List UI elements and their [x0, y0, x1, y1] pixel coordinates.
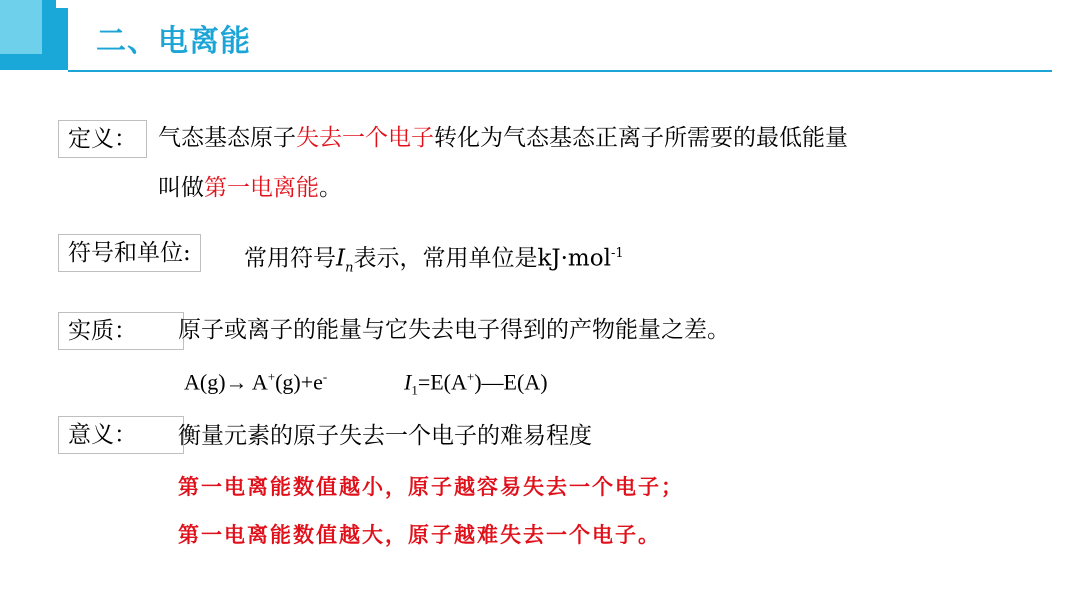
page-title: 二、电离能 — [96, 24, 251, 59]
definition-text-a: 气态基态原子 — [158, 125, 296, 151]
equation-left: A(g)→ A — [184, 369, 268, 395]
equation-middle: (g)+e — [275, 369, 323, 395]
formula-end: )—E(A) — [474, 369, 548, 395]
title-divider — [68, 70, 1052, 72]
header-decoration-light — [0, 0, 42, 54]
definition-line-1 — [158, 122, 848, 154]
formula-subscript: 1 — [411, 382, 418, 398]
definition-text-d: 。 — [319, 175, 342, 201]
ionization-equation — [184, 362, 327, 397]
meaning-label: 意义： — [58, 416, 184, 454]
symbol-unit-text — [244, 238, 624, 284]
formula-equals: =E(A — [417, 369, 467, 395]
unit-superscript: -1 — [610, 246, 624, 261]
definition-label: 定义： — [58, 120, 147, 158]
definition-text-c: 叫做 — [158, 175, 204, 201]
meaning-point-1: 第一电离能数值越小，原子越容易失去一个电子； — [178, 475, 684, 499]
formula-charge: + — [466, 369, 475, 384]
symbol-text-before: 常用符号 — [244, 245, 336, 272]
symbol-text-after: 表示，常用单位是kJ·mol — [353, 245, 611, 272]
symbol-subscript: n — [345, 260, 354, 276]
electron-charge: - — [322, 369, 328, 384]
definition-highlight-a: 失去一个电子 — [296, 125, 434, 151]
ionization-energy-formula — [404, 362, 548, 406]
essence-label: 实质： — [58, 312, 184, 350]
definition-line-2 — [158, 172, 342, 204]
essence-text: 原子或离子的能量与它失去电子得到的产物能量之差。 — [178, 317, 730, 343]
definition-text-b: 转化为气态基态正离子所需要的最低能量 — [434, 125, 848, 151]
formula-symbol: I — [404, 369, 412, 395]
meaning-text: 衡量元素的原子失去一个电子的难易程度 — [178, 423, 592, 449]
symbol-unit-label: 符号和单位: — [58, 234, 201, 272]
meaning-point-2: 第一电离能数值越大，原子越难失去一个电子。 — [178, 523, 661, 547]
definition-highlight-b: 第一电离能 — [204, 175, 319, 201]
symbol-letter: I — [336, 245, 346, 272]
equation-left-charge: + — [267, 369, 276, 384]
